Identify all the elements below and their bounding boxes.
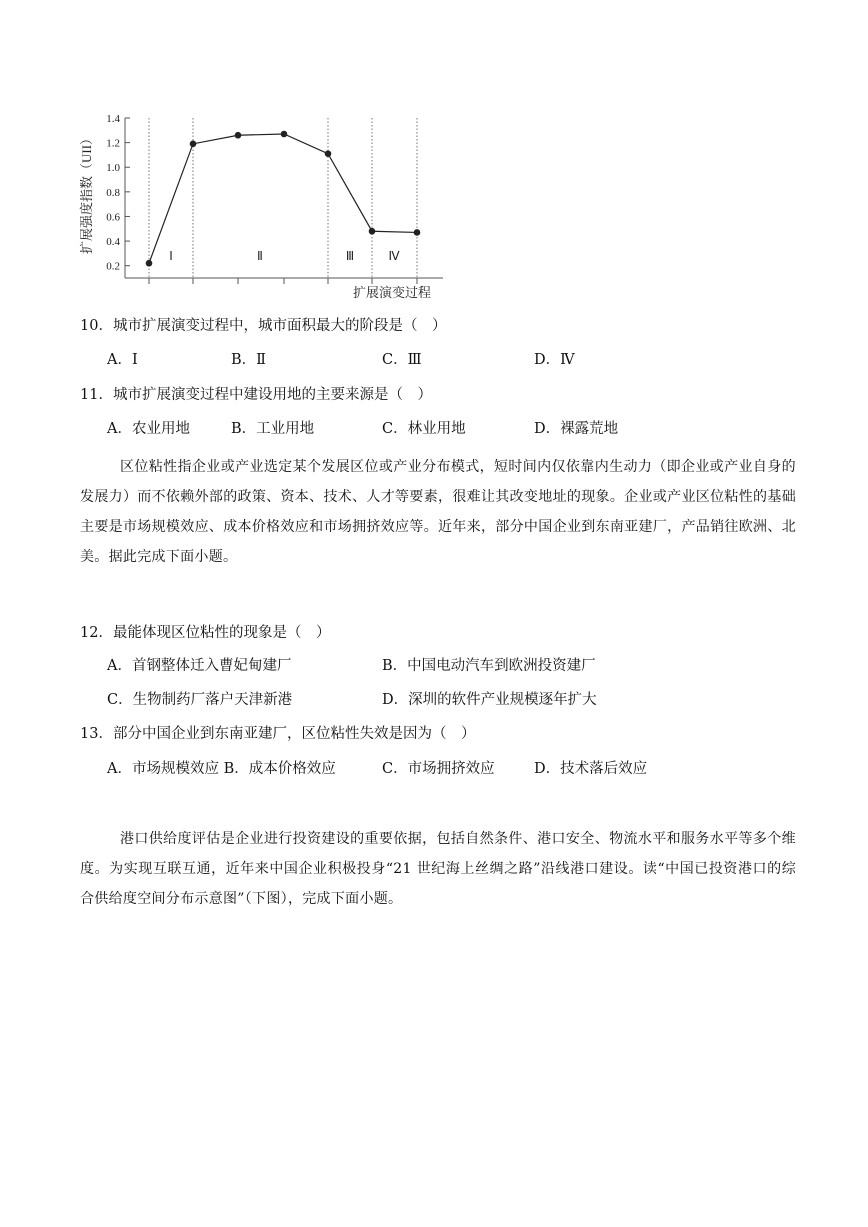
stage-label-4: Ⅳ (388, 249, 400, 263)
uii-line-chart (70, 105, 460, 305)
stage-label-3: Ⅲ (345, 249, 355, 263)
q11-option-a[interactable]: A．农业用地 (107, 421, 190, 437)
data-point-5 (325, 150, 332, 157)
q13-option-d[interactable]: D．技术落后效应 (534, 761, 648, 777)
q10-option-a[interactable]: A．Ⅰ (107, 352, 138, 368)
y-tick-label-4: 1.0 (106, 162, 120, 175)
y-tick-label-0: 0.2 (106, 260, 120, 273)
q13-option-c[interactable]: C．市场拥挤效应 (382, 761, 495, 777)
data-point-7 (414, 229, 421, 236)
q12-option-b[interactable]: B．中国电动汽车到欧洲投资建厂 (382, 658, 596, 674)
q12-option-d[interactable]: D．深圳的软件产业规模逐年扩大 (382, 692, 597, 708)
chart-svg (70, 105, 460, 305)
passage-port-supply: 港口供给度评估是企业进行投资建设的重要依据，包括自然条件、港口安全、物流水平和服务水平等多个维度。为实现互联互通，近年来中国企业积极投身“21 世纪海上丝绸之路”沿线港口建设。读“中国已投资港口的综合供给度空间分布示意图”（下图），完成下面小题。 (80, 831, 796, 907)
question-12-stem: 12．最能体现区位粘性的现象是（ ） (80, 625, 331, 641)
data-point-1 (146, 260, 153, 267)
q10-option-c[interactable]: C．Ⅲ (382, 352, 422, 368)
q12-option-c[interactable]: C．生物制药厂落户天津新港 (107, 692, 293, 708)
stage-label-1: Ⅰ (169, 249, 173, 263)
q12-option-a[interactable]: A．首钢整体迁入曹妃甸建厂 (107, 658, 292, 674)
passage-location-stickiness: 区位粘性指企业或产业选定某个发展区位或产业分布模式，短时间内仅依靠内生动力（即企业或产业自身的发展力）而不依赖外部的政策、资本、技术、人才等要素，很难让其改变地址的现象。企业或产业区位粘性的基础主要是市场规模效应、成本价格效应和市场拥挤效应等。近年来，部分中国企业到东南亚建厂，产品销往欧洲、北美。据此完成下面小题。 (80, 459, 796, 565)
data-point-2 (190, 141, 197, 148)
data-point-3 (235, 132, 242, 139)
q11-option-b[interactable]: B．工业用地 (231, 421, 315, 437)
q10-option-b[interactable]: B．Ⅱ (231, 352, 267, 368)
y-tick-label-1: 0.4 (106, 236, 120, 249)
stage-label-2: Ⅱ (257, 249, 263, 263)
q11-option-d[interactable]: D．裸露荒地 (534, 421, 619, 437)
y-tick-label-2: 0.6 (106, 211, 120, 224)
data-point-6 (369, 228, 376, 235)
q10-option-d[interactable]: D．Ⅳ (534, 352, 575, 368)
y-tick-label-5: 1.2 (106, 137, 120, 150)
question-11-stem: 11．城市扩展演变过程中建设用地的主要来源是（ ） (80, 387, 432, 403)
series-line (149, 134, 417, 263)
y-tick-label-6: 1.4 (106, 113, 120, 125)
y-axis-label: 扩展强度指数（UII） (79, 131, 94, 255)
y-tick-label-3: 0.8 (106, 186, 120, 199)
q11-option-c[interactable]: C．林业用地 (382, 421, 466, 437)
data-point-4 (281, 131, 288, 138)
x-axis-label: 扩展演变过程 (352, 285, 432, 300)
question-13-stem: 13．部分中国企业到东南亚建厂，区位粘性失效是因为（ ） (80, 726, 476, 742)
q13-option-ab[interactable]: A．市场规模效应 B．成本价格效应 (107, 761, 336, 777)
question-10-stem: 10．城市扩展演变过程中，城市面积最大的阶段是（ ） (80, 318, 447, 334)
